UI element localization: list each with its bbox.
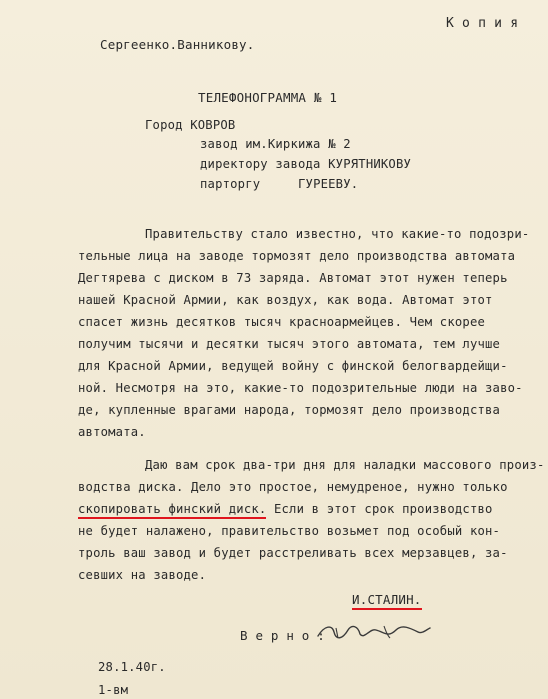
para2-line: водства диска. Дело это простое, немудреное, нужно только bbox=[78, 480, 508, 494]
para2-line: Даю вам срок два-три дня для наладки массового произ- bbox=[145, 458, 545, 472]
address-partorg-label: парторгу bbox=[200, 177, 261, 191]
para1-line: Правительству стало известно, что какие-то подозри- bbox=[145, 227, 530, 241]
copy-label: К о п и я bbox=[446, 16, 519, 31]
para1-line: де, купленные врагами народа, тормозят дело производства bbox=[78, 403, 501, 417]
para2-line-3-rest: Если в этот срок производство bbox=[266, 502, 493, 516]
para2-line: троль ваш завод и будет расстреливать всех мерзавцев, за- bbox=[78, 546, 508, 560]
address-partorg-name: ГУРЕЕВУ. bbox=[298, 177, 359, 191]
para1-line: автомата. bbox=[78, 425, 146, 439]
address-city: Город КОВРОВ bbox=[145, 118, 236, 132]
para1-line: ной. Несмотря на это, какие-то подозрительные люди на заво- bbox=[78, 381, 523, 395]
para1-line: нашей Красной Армии, как воздух, как вода. Автомат этот bbox=[78, 293, 493, 307]
telephonogram-title: ТЕЛЕФОНОГРАММА № 1 bbox=[198, 90, 338, 105]
handwritten-signature-icon bbox=[314, 618, 434, 646]
address-plant: завод им.Киркижа № 2 bbox=[200, 137, 351, 151]
para2-line-3 bbox=[78, 502, 493, 517]
address-director: директору завода КУРЯТНИКОВУ bbox=[200, 157, 412, 171]
para1-line: получим тысячи и десятки тысяч этого автомата, тем лучше bbox=[78, 337, 501, 351]
para1-line: для Красной Армии, ведущей войну с финской белогвардейщи- bbox=[78, 359, 508, 373]
footer-code: 1-вм bbox=[98, 683, 129, 697]
verified-label: В е р н о : bbox=[240, 628, 325, 643]
para2-line: севших на заводе. bbox=[78, 568, 207, 582]
para1-line: Дегтярева с диском в 73 заряда. Автомат этот нужен теперь bbox=[78, 271, 508, 285]
para1-line: спасет жизнь десятков тысяч красноармейцев. Чем скорее bbox=[78, 315, 486, 329]
para1-line: тельные лица на заводе тормозят дело производства автомата bbox=[78, 249, 516, 263]
footer-date: 28.1.40г. bbox=[98, 660, 166, 674]
recipients: Сергеенко.Ванникову. bbox=[100, 37, 255, 52]
signature-stalin: И.СТАЛИН. bbox=[352, 592, 422, 607]
para2-line: не будет налажено, правительство возьмет под особый кон- bbox=[78, 524, 501, 538]
underlined-phrase: скопировать финский диск. bbox=[78, 502, 266, 519]
